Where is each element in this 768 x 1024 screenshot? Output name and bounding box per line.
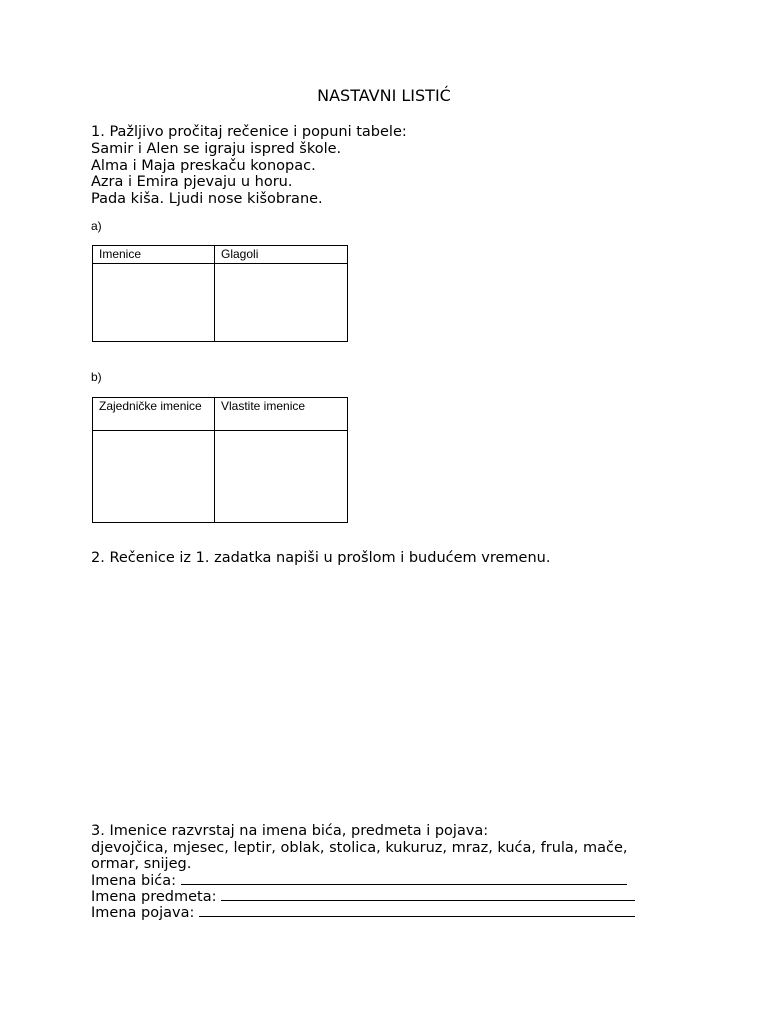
answer-label-phenomena: Imena pojava: [91, 905, 195, 921]
answer-line-objects [91, 888, 635, 906]
table-nouns-verbs [92, 245, 348, 342]
table-a-header-nouns: Imenice [93, 246, 215, 264]
answer-blank-phenomena[interactable] [199, 904, 635, 917]
part-a-label: a) [91, 219, 102, 233]
answer-line-beings [91, 872, 627, 890]
task3-word-list-line2: ormar, snijeg. [91, 856, 192, 872]
answer-blank-objects[interactable] [221, 888, 635, 901]
task3-instruction: 3. Imenice razvrstaj na imena bića, predmeta i pojava: [91, 823, 489, 839]
answer-label-beings: Imena bića: [91, 873, 176, 889]
table-a-answer-nouns[interactable] [93, 264, 215, 342]
part-b-label: b) [91, 370, 102, 384]
task1-instruction: 1. Pažljivo pročitaj rečenice i popuni tabele: [91, 124, 407, 140]
task1-sentence-2: Alma i Maja preskaču konopac. [91, 158, 316, 174]
task2-instruction: 2. Rečenice iz 1. zadatka napiši u prošlom i budućem vremenu. [91, 550, 551, 566]
task3-word-list-line1: djevojčica, mjesec, leptir, oblak, stolica, kukuruz, mraz, kuća, frula, mače, [91, 840, 628, 856]
table-b-answer-common[interactable] [93, 431, 215, 523]
answer-line-phenomena [91, 904, 635, 922]
task1-sentence-3: Azra i Emira pjevaju u horu. [91, 174, 293, 190]
table-a-answer-verbs[interactable] [215, 264, 348, 342]
task1-sentence-1: Samir i Alen se igraju ispred škole. [91, 141, 342, 157]
answer-label-objects: Imena predmeta: [91, 889, 217, 905]
answer-blank-beings[interactable] [181, 872, 627, 885]
table-b-header-proper: Vlastite imenice [215, 398, 348, 431]
task2-answer-area[interactable] [91, 575, 671, 805]
table-b-answer-proper[interactable] [215, 431, 348, 523]
page-title: NASTAVNI LISTIĆ [317, 86, 451, 105]
table-a-header-verbs: Glagoli [215, 246, 348, 264]
table-b-header-common: Zajedničke imenice [93, 398, 215, 431]
task1-sentence-4: Pada kiša. Ljudi nose kišobrane. [91, 191, 323, 207]
table-common-proper-nouns [92, 397, 348, 523]
